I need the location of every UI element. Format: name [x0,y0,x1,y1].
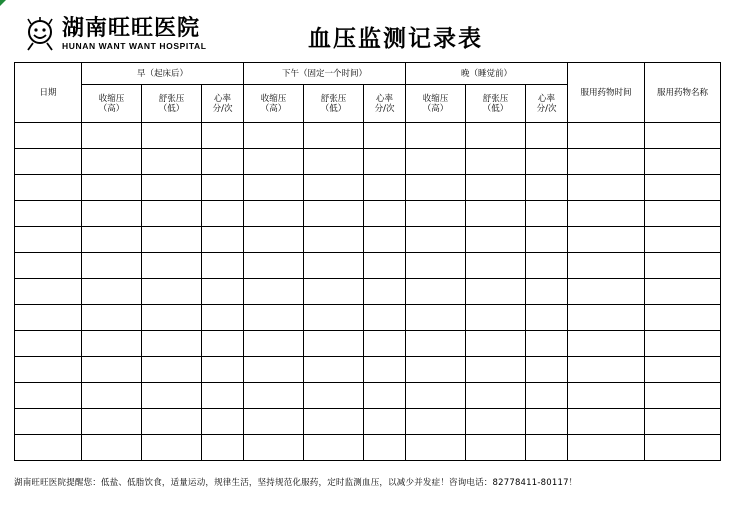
table-cell[interactable] [304,175,364,201]
table-cell[interactable] [526,227,568,253]
table-cell[interactable] [244,149,304,175]
table-cell[interactable] [466,227,526,253]
table-cell[interactable] [244,279,304,305]
record-table [14,62,721,461]
table-cell[interactable] [645,227,721,253]
table-cell[interactable] [304,331,364,357]
table-cell[interactable] [568,357,645,383]
table-cell[interactable] [244,305,304,331]
table-cell[interactable] [82,435,142,461]
table-cell[interactable] [406,331,466,357]
table-cell[interactable] [645,253,721,279]
table-cell[interactable] [304,201,364,227]
table-cell[interactable] [202,123,244,149]
table-cell[interactable] [526,357,568,383]
table-cell[interactable] [244,357,304,383]
table-cell[interactable] [645,201,721,227]
table-cell[interactable] [202,357,244,383]
table-cell[interactable] [526,253,568,279]
header-medication-name: 服用药物名称 [645,63,721,123]
table-cell[interactable] [526,305,568,331]
table-cell[interactable] [406,383,466,409]
table-cell[interactable] [142,123,202,149]
table-cell[interactable] [15,435,82,461]
table-cell[interactable] [244,383,304,409]
table-cell[interactable] [142,383,202,409]
table-cell[interactable] [406,149,466,175]
table-cell[interactable] [526,149,568,175]
table-cell[interactable] [645,305,721,331]
table-cell[interactable] [466,305,526,331]
header-measure: 收缩压 （高） [406,85,466,123]
table-row [15,201,721,227]
table-cell[interactable] [304,357,364,383]
table-cell[interactable] [364,149,406,175]
header-date: 日期 [15,63,82,123]
hospital-logo [22,14,207,54]
table-row [15,227,721,253]
header-period: 晚（睡觉前） [406,63,568,85]
table-row [15,123,721,149]
table-row [15,383,721,409]
table-cell[interactable] [645,175,721,201]
table-cell[interactable] [244,435,304,461]
table-cell[interactable] [15,305,82,331]
table-cell[interactable] [568,227,645,253]
table-cell[interactable] [202,383,244,409]
table-cell[interactable] [82,227,142,253]
table-cell[interactable] [526,435,568,461]
table-cell[interactable] [645,123,721,149]
table-cell[interactable] [526,331,568,357]
table-cell[interactable] [244,253,304,279]
table-cell[interactable] [364,201,406,227]
table-cell[interactable] [568,123,645,149]
table-cell[interactable] [82,175,142,201]
header-measure: 收缩压 （高） [244,85,304,123]
header-period: 下午（固定一个时间） [244,63,406,85]
table-cell[interactable] [142,253,202,279]
table-cell[interactable] [526,383,568,409]
table-cell[interactable] [406,123,466,149]
table-cell[interactable] [244,201,304,227]
table-cell[interactable] [304,383,364,409]
header-measure: 心率 分/次 [364,85,406,123]
table-cell[interactable] [364,123,406,149]
table-cell[interactable] [202,331,244,357]
table-cell[interactable] [244,331,304,357]
table-cell[interactable] [82,357,142,383]
table-cell[interactable] [304,149,364,175]
table-cell[interactable] [304,435,364,461]
table-cell[interactable] [15,279,82,305]
table-cell[interactable] [244,175,304,201]
logo-chinese-name: 湖南旺旺医院 [62,15,201,41]
table-cell[interactable] [142,331,202,357]
table-cell[interactable] [364,253,406,279]
table-cell[interactable] [568,331,645,357]
table-cell[interactable] [526,201,568,227]
table-cell[interactable] [15,253,82,279]
table-cell[interactable] [142,201,202,227]
table-cell[interactable] [645,357,721,383]
table-row [15,149,721,175]
header-period: 早（起床后） [82,63,244,85]
table-cell[interactable] [406,175,466,201]
table-cell[interactable] [15,227,82,253]
table-cell[interactable] [82,305,142,331]
header-measure: 心率 分/次 [202,85,244,123]
table-cell[interactable] [142,227,202,253]
table-cell[interactable] [364,409,406,435]
table-cell[interactable] [364,435,406,461]
table-cell[interactable] [568,201,645,227]
document-header [0,0,733,62]
table-cell[interactable] [15,123,82,149]
table-cell[interactable] [645,149,721,175]
table-cell[interactable] [466,123,526,149]
table-cell[interactable] [142,435,202,461]
table-cell[interactable] [304,227,364,253]
table-cell[interactable] [15,331,82,357]
table-cell[interactable] [526,123,568,149]
table-cell[interactable] [406,435,466,461]
table-cell[interactable] [15,201,82,227]
table-cell[interactable] [202,175,244,201]
table-cell[interactable] [364,383,406,409]
logo-english-name: HUNAN WANT WANT HOSPITAL [62,40,207,51]
table-cell[interactable] [645,435,721,461]
table-cell[interactable] [202,305,244,331]
table-cell[interactable] [82,279,142,305]
table-cell[interactable] [82,383,142,409]
table-cell[interactable] [304,123,364,149]
table-cell[interactable] [142,357,202,383]
table-cell[interactable] [526,279,568,305]
table-cell[interactable] [244,123,304,149]
table-cell[interactable] [202,409,244,435]
table-cell[interactable] [82,123,142,149]
table-cell[interactable] [466,149,526,175]
table-cell[interactable] [142,409,202,435]
table-cell[interactable] [82,409,142,435]
table-cell[interactable] [406,253,466,279]
header-measure: 舒张压 （低） [142,85,202,123]
table-cell[interactable] [466,383,526,409]
table-cell[interactable] [406,227,466,253]
table-row [15,305,721,331]
table-cell[interactable] [406,279,466,305]
table-cell[interactable] [202,279,244,305]
table-cell[interactable] [202,435,244,461]
table-row [15,175,721,201]
table-row [15,253,721,279]
table-cell[interactable] [406,409,466,435]
header-measure: 舒张压 （低） [304,85,364,123]
table-cell[interactable] [244,409,304,435]
table-cell[interactable] [142,305,202,331]
table-cell[interactable] [568,435,645,461]
table-cell[interactable] [15,175,82,201]
table-cell[interactable] [142,149,202,175]
table-cell[interactable] [304,253,364,279]
table-cell[interactable] [364,279,406,305]
table-cell[interactable] [466,279,526,305]
table-cell[interactable] [15,383,82,409]
table-cell[interactable] [466,435,526,461]
table-cell[interactable] [466,201,526,227]
table-cell[interactable] [82,331,142,357]
table-cell[interactable] [244,227,304,253]
header-measure: 收缩压 （高） [82,85,142,123]
table-cell[interactable] [645,279,721,305]
table-cell[interactable] [82,201,142,227]
table-cell[interactable] [466,357,526,383]
table-cell[interactable] [15,149,82,175]
table-cell[interactable] [466,409,526,435]
table-row [15,331,721,357]
table-cell[interactable] [406,201,466,227]
table-row [15,435,721,461]
table-cell[interactable] [15,409,82,435]
table-row [15,279,721,305]
logo-text [62,17,207,52]
table-cell[interactable] [142,175,202,201]
table-cell[interactable] [466,253,526,279]
table-cell[interactable] [142,279,202,305]
table-cell[interactable] [568,305,645,331]
table-cell[interactable] [202,149,244,175]
table-cell[interactable] [304,305,364,331]
table-cell[interactable] [526,409,568,435]
table-cell[interactable] [466,175,526,201]
table-cell[interactable] [568,383,645,409]
table-cell[interactable] [304,279,364,305]
table-cell[interactable] [568,253,645,279]
table-cell[interactable] [202,227,244,253]
header-measure: 心率 分/次 [526,85,568,123]
table-cell[interactable] [568,149,645,175]
header-measure: 舒张压 （低） [466,85,526,123]
table-cell[interactable] [406,305,466,331]
table-cell[interactable] [304,409,364,435]
table-cell[interactable] [568,175,645,201]
table-cell[interactable] [364,357,406,383]
table-cell[interactable] [466,331,526,357]
table-cell[interactable] [526,175,568,201]
table-cell[interactable] [202,253,244,279]
table-cell[interactable] [568,279,645,305]
table-cell[interactable] [202,201,244,227]
table-cell[interactable] [568,409,645,435]
footer-reminder: 湖南旺旺医院提醒您：低盐、低脂饮食，适量运动，规律生活，坚持规范化服药，定时监测血压，以减少并发症！咨询电话：82778411-80117！ [14,478,578,488]
header-row-periods [15,63,721,85]
table-cell[interactable] [364,175,406,201]
table-cell[interactable] [645,383,721,409]
table-cell[interactable] [645,331,721,357]
table-cell[interactable] [82,149,142,175]
header-medication-time: 服用药物时间 [568,63,645,123]
table-cell[interactable] [364,227,406,253]
table-cell[interactable] [15,357,82,383]
table-row [15,409,721,435]
table-cell[interactable] [645,409,721,435]
table-cell[interactable] [364,305,406,331]
table-cell[interactable] [82,253,142,279]
hospital-mascot-icon [22,16,58,52]
table-cell[interactable] [364,331,406,357]
table-row [15,357,721,383]
document-title: 血压监测记录表 [308,25,483,52]
table-cell[interactable] [406,357,466,383]
